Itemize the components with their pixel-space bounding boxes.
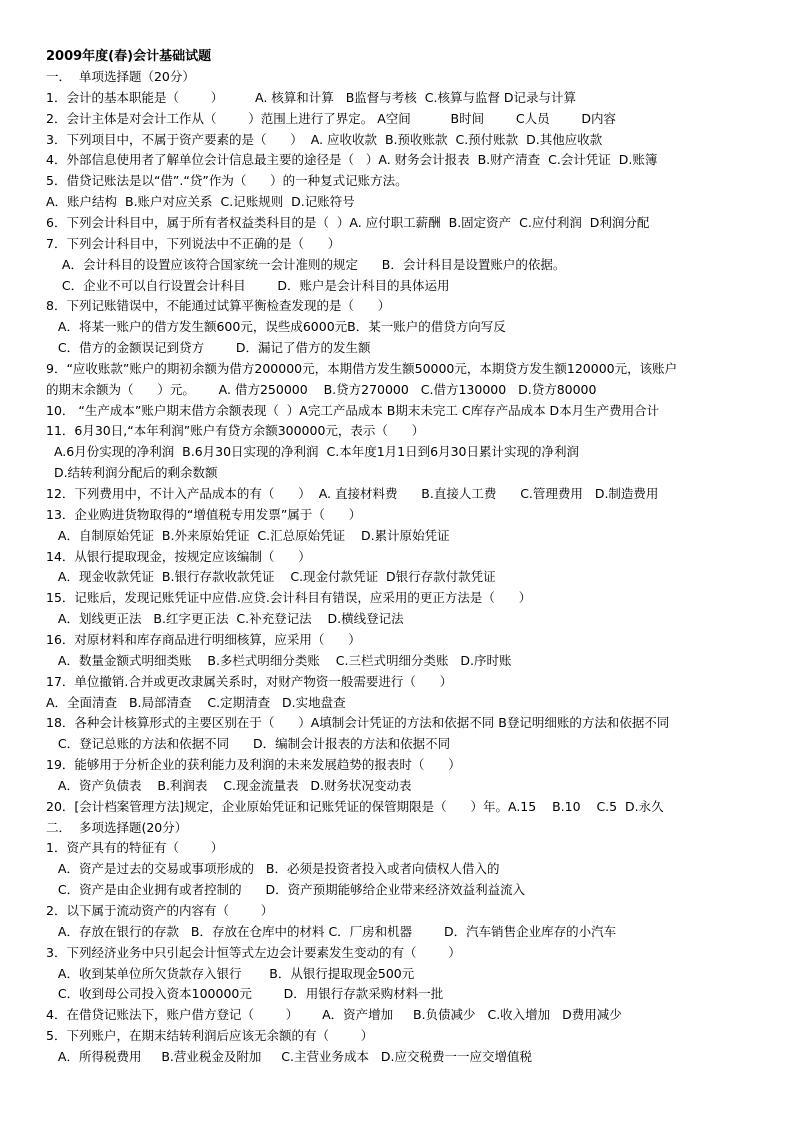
question-line: 13．企业购进货物取得的“增值税专用发票”属于（ ） — [46, 506, 362, 522]
question-line: 9．“应收账款”账户的期初余额为借方200000元，本期借方发生额50000元，本期贷方发生额120000元，该账户 — [46, 360, 678, 376]
question-line: 4．外部信息使用者了解单位会计信息最主要的途径是（ ）A. 财务会计报表 B.财产清查 C.会计凭证 D.账簿 — [46, 152, 658, 168]
question-line: 17．单位撤销.合并或更改隶属关系时，对财产物资一般需要进行（ ） — [46, 673, 453, 689]
question-line: 3．下列经济业务中只引起会计恒等式左边会计要素发生变动的有（ ） — [46, 944, 461, 960]
question-line: 7．下列会计科目中，下列说法中不正确的是（ ） — [46, 235, 341, 251]
question-line: A．资产是过去的交易或事项形成的 B．必须是投资者投入或者向债权人借入的 — [46, 861, 500, 877]
question-line: A．划线更正法 B.红字更正法 C.补充登记法 D.横线登记法 — [46, 611, 404, 627]
question-line: A．全面清查 B.局部清查 C.定期清查 D.实地盘查 — [46, 694, 346, 710]
question-line: 1．资产具有的特征有（ ） — [46, 840, 224, 856]
question-line: D.结转利润分配后的剩余数额 — [46, 465, 218, 481]
question-line: 2．以下属于流动资产的内容有（ ） — [46, 903, 274, 918]
question-line: 5．借贷记账法是以“借”.“贷”作为（ ）的一种复式记账方法。 — [46, 173, 408, 189]
question-line: A．数量金额式明细类账 B.多栏式明细分类账 C.三栏式明细分类账 D.序时账 — [46, 652, 512, 668]
question-line: 16．对原材料和库存商品进行明细核算，应采用（ ） — [46, 631, 361, 647]
question-line: 3．下列项目中，不属于资产要素的是（ ） A. 应收收款 B.预收账款 C.预付账款 D.其他应收款 — [46, 131, 603, 147]
question-line: 2．会计主体是对会计工作从（ ）范围上进行了界定。 A空间 B时间 C人员 D内容 — [46, 110, 617, 126]
question-line: A．账户结构 B.账户对应关系 C.记账规则 D.记账符号 — [46, 194, 355, 210]
question-line: 10． “生产成本”账户期末借方余额表现（ ）A完工产品成本 B期末未完工 C库存产品成本 D本月生产费用合计 — [46, 402, 660, 418]
question-line: 11．6月30日,“本年利润”账户有贷方余额300000元，表示（ ） — [46, 423, 425, 439]
question-line: 19．能够用于分析企业的获利能力及利润的未来发展趋势的报表时（ ） — [46, 757, 461, 773]
question-line: 12．下列费用中，不计入产品成本的有（ ） A. 直接材料费 B.直接人工费 C.管理费用 D.制造费用 — [46, 486, 659, 501]
section-heading: 二． 多项选择题(20分） — [46, 819, 188, 835]
question-line: 20．[会计档案管理方法]规定，企业原始凭证和记账凭证的保管期限是（ ）年。A.15 B.10 C.5 D.永久 — [46, 798, 664, 814]
question-line: A．将某一账户的借方发生额600元，误些成6000元B．某一账户的借贷方向写反 — [46, 319, 506, 335]
question-line: A．资产负债表 B.利润表 C.现金流量表 D.财务状况变动表 — [46, 777, 412, 793]
question-line: A．所得税费用 B.营业税金及附加 C.主营业务成本 D.应交税费一一应交增值税 — [46, 1048, 532, 1064]
question-line: C．登记总账的方法和依据不同 D．编制会计报表的方法和依据不同 — [46, 736, 451, 752]
question-line: 5．下列账户，在期末结转利润后应该无余额的有（ ） — [46, 1028, 374, 1044]
question-line: 15．记账后，发现记账凭证中应借.应贷.会计科目有错误，应采用的更正方法是（ ） — [46, 590, 532, 606]
question-line: C．借方的金额误记到贷方 D．漏记了借方的发生额 — [46, 340, 371, 356]
question-line: C．企业不可以自行设置会计科目 D．账户是会计科目的具体运用 — [46, 277, 450, 293]
page-title: 2009年度(春)会计基础试题 — [46, 49, 212, 64]
question-line: A.6月份实现的净利润 B.6月30日实现的净利润 C.本年度1月1日到6月30日累计实现的净利润 — [46, 444, 579, 460]
section-heading: 一． 单项选择题（20分） — [46, 69, 195, 84]
question-line: A．现金收款凭证 B.银行存款收款凭证 C.现金付款凭证 D银行存款付款凭证 — [46, 569, 496, 585]
question-line: 的期末余额为（ ）元。 A. 借方250000 B.贷方270000 C.借方130000 D.贷方80000 — [46, 381, 597, 397]
question-line: 14．从银行提取现金，按规定应该编制（ ） — [46, 548, 311, 564]
question-line: 8．下列记账错误中，不能通过试算平衡检查发现的是（ ） — [46, 298, 391, 314]
question-line: 18．各种会计核算形式的主要区别在于（ ）A填制会计凭证的方法和依据不同 B登记明细账的方法和依据不同 — [46, 715, 670, 731]
question-line: 1．会计的基本职能是（ ） A. 核算和计算 B监督与考核 C.核算与监督 D记录与计算 — [46, 89, 577, 105]
question-line: C．资产是由企业拥有或者控制的 D．资产预期能够给企业带来经济效益利益流入 — [46, 882, 526, 898]
question-line: 6．下列会计科目中，属于所有者权益类科目的是（ ）A. 应付职工薪酬 B.固定资产 C.应付利润 D利润分配 — [46, 214, 650, 230]
question-line: A．收到某单位所欠货款存入银行 B．从银行提取现金500元 — [46, 965, 415, 981]
question-line: A．存放在银行的存款 B．存放在仓库中的材料 C．厂房和机器 D．汽车销售企业库存的小汽车 — [46, 923, 617, 939]
question-line: A．会计科目的设置应该符合国家统一会计准则的规定 B．会计科目是设置账户的依据。 — [46, 256, 566, 272]
question-line: C．收到母公司投入资本100000元 D．用银行存款采购材料一批 — [46, 986, 444, 1002]
question-line: A．自制原始凭证 B.外来原始凭证 C.汇总原始凭证 D.累计原始凭证 — [46, 527, 450, 543]
question-line: 4．在借贷记账法下，账户借方登记（ ） A．资产增加 B.负债减少 C.收入增加 D费用减少 — [46, 1007, 622, 1023]
